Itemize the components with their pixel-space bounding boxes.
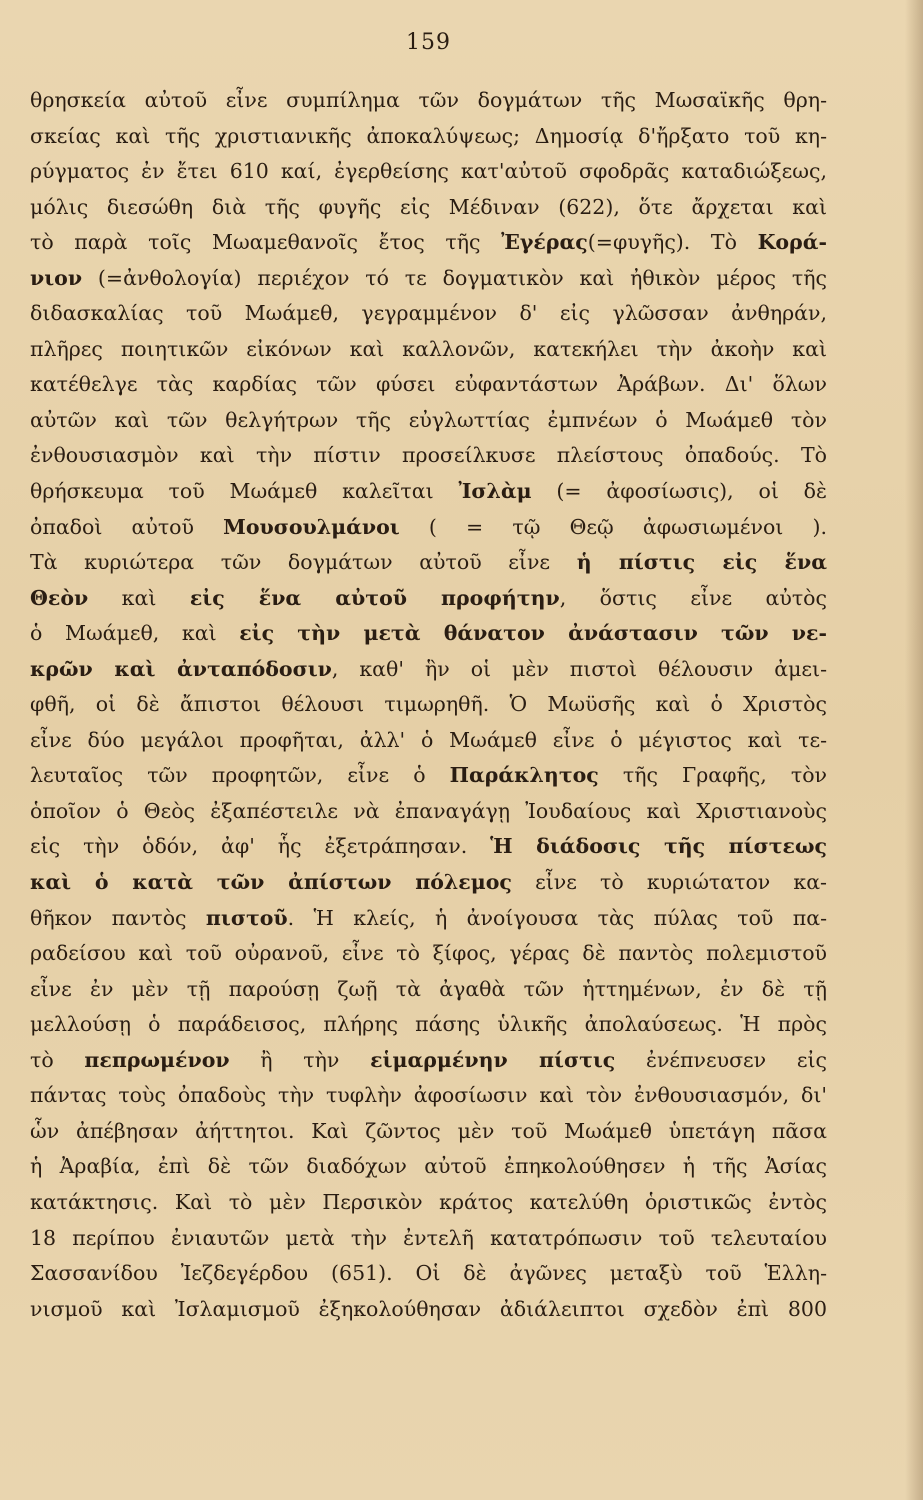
text-segment: θρήσκευμα τοῦ Μωάμεθ καλεῖται: [30, 479, 459, 504]
text-line: [30, 332, 827, 368]
text-segment: ὀπαδοὶ αὐτοῦ: [30, 514, 224, 539]
text-line: [30, 438, 827, 474]
bold-term: νιον: [30, 265, 83, 290]
bold-term: Κορά-: [757, 230, 827, 255]
bold-term: ἡ πίστις εἰς ἕνα: [576, 550, 827, 575]
text-segment: μόλις διεσώθη διὰ τῆς φυγῆς εἰς Μέδιναν (622), ὅτε ἄρχεται καὶ: [30, 194, 827, 219]
text-line: [30, 581, 827, 617]
text-line: [30, 1221, 827, 1257]
text-line: [30, 296, 827, 332]
page-edge-shadow: [905, 0, 923, 1500]
text-line: [30, 1007, 827, 1043]
text-segment: τὸ: [30, 1047, 85, 1072]
text-line: [30, 936, 827, 972]
bold-term: καὶ ὁ κατὰ τῶν ἀπίστων πόλεμος: [30, 870, 512, 895]
text-line: [30, 225, 827, 261]
text-segment: Τὰ κυριώτερα τῶν δογμάτων αὐτοῦ εἶνε: [30, 550, 577, 575]
text-segment: ἐνέπνευσεν εἰς: [615, 1047, 827, 1072]
text-line: [30, 190, 827, 226]
bold-term: Παράκλητος: [449, 763, 599, 788]
text-line: [30, 1149, 827, 1185]
text-segment: εἰς τὴν ὁδόν, ἀφ' ἧς ἐξετράπησαν.: [30, 834, 491, 859]
bold-term: Ἡ διάδοσις τῆς πίστεως: [490, 834, 827, 859]
text-line: [30, 901, 827, 937]
text-line: [30, 545, 827, 581]
text-segment: τῆς Γραφῆς, τὸν: [598, 763, 827, 788]
text-segment: . Ἡ κλείς, ἡ ἀνοίγουσα τὰς πύλας τοῦ πα-: [287, 905, 827, 930]
text-line: [30, 723, 827, 759]
text-segment: (= ἀφοσίωσις), οἱ δὲ: [531, 479, 827, 504]
text-segment: ρύγματος ἐν ἔτει 610 καί, ἐγερθείσης κατ'αὐτοῦ σφοδρᾶς καταδιώξεως,: [30, 159, 827, 184]
text-segment: ὁποῖον ὁ Θεὸς ἐξαπέστειλε νὰ ἐπαναγάγῃ Ἰουδαίους καὶ Χριστιανοὺς: [30, 798, 827, 823]
body-text: [30, 83, 827, 1327]
text-line: [30, 1256, 827, 1292]
text-line: [30, 403, 827, 439]
text-segment: ὧν ἀπέβησαν ἀήττητοι. Καὶ ζῶντος μὲν τοῦ Μωάμεθ ὑπετάγη πᾶσα: [30, 1118, 827, 1143]
text-segment: ἡ Ἀραβία, ἐπὶ δὲ τῶν διαδόχων αὐτοῦ ἐπηκολούθησεν ἡ τῆς Ἀσίας: [30, 1154, 827, 1179]
text-segment: (=ἀνθολογία) περιέχον τό τε δογματικὸν καὶ ἠθικὸν μέρος τῆς: [82, 265, 827, 290]
text-segment: εἶνε δύο μεγάλοι προφῆται, ἀλλ' ὁ Μωάμεθ εἶνε ὁ μέγιστος καὶ τε-: [30, 727, 827, 752]
text-line: [30, 616, 827, 652]
text-line: [30, 261, 827, 297]
text-segment: ὁ Μωάμεθ, καὶ: [30, 621, 240, 646]
text-segment: σκείας καὶ τῆς χριστιανικῆς ἀποκαλύψεως; Δημοσίᾳ δ'ἤρξατο τοῦ κη-: [30, 123, 827, 148]
text-segment: εἶνε τὸ κυριώτατον κα-: [511, 870, 827, 895]
page-number: 159: [406, 30, 451, 55]
text-line: [30, 794, 827, 830]
text-segment: λευταῖος τῶν προφητῶν, εἶνε ὁ: [30, 763, 450, 788]
text-segment: φθῆ, οἱ δὲ ἄπιστοι θέλουσι τιμωρηθῆ. Ὁ Μωϋσῆς καὶ ὁ Χριστὸς: [30, 692, 827, 717]
text-line: [30, 758, 827, 794]
text-segment: πάντας τοὺς ὀπαδοὺς τὴν τυφλὴν ἀφοσίωσιν καὶ τὸν ἐνθουσιασμόν, δι': [30, 1083, 827, 1108]
text-line: [30, 652, 827, 688]
text-segment: ( = τῷ Θεῷ ἀφωσιωμένοι ).: [399, 514, 827, 539]
text-line: [30, 1043, 827, 1079]
bold-term: εἱμαρμένην πίστις: [370, 1047, 616, 1072]
bold-term: Θεὸν: [30, 585, 89, 610]
text-segment: πλῆρες ποιητικῶν εἰκόνων καὶ καλλονῶν, κατεκήλει τὴν ἀκοὴν καὶ: [30, 336, 827, 361]
text-segment: αὐτῶν καὶ τῶν θελγήτρων τῆς εὐγλωττίας ἐμπνέων ὁ Μωάμεθ τὸν: [30, 407, 827, 432]
text-line: [30, 83, 827, 119]
text-segment: κατέθελγε τὰς καρδίας τῶν φύσει εὐφαντάστων Ἀράβων. Δι' ὅλων: [30, 372, 827, 397]
text-segment: διδασκαλίας τοῦ Μωάμεθ, γεγραμμένον δ' εἰς γλῶσσαν ἀνθηράν,: [30, 301, 827, 326]
text-line: [30, 865, 827, 901]
text-line: [30, 1078, 827, 1114]
text-segment: τὸ παρὰ τοῖς Μωαμεθανοῖς ἔτος τῆς: [30, 230, 502, 255]
bold-term: εἰς τὴν μετὰ θάνατον ἀνάστασιν τῶν νε-: [239, 621, 827, 646]
text-line: [30, 119, 827, 155]
text-segment: εἶνε ἐν μὲν τῇ παρούσῃ ζωῇ τὰ ἀγαθὰ τῶν ἡττημένων, ἐν δὲ τῇ: [30, 976, 827, 1001]
text-line: [30, 1185, 827, 1221]
bold-term: Μουσουλμάνοι: [223, 514, 400, 539]
text-segment: θῆκον παντὸς: [30, 905, 206, 930]
text-segment: , ὅστις εἶνε αὐτὸς: [559, 585, 827, 610]
text-line: [30, 829, 827, 865]
text-line: [30, 367, 827, 403]
text-line: [30, 154, 827, 190]
text-line: [30, 1114, 827, 1150]
text-segment: κατάκτησις. Καὶ τὸ μὲν Περσικὸν κράτος κατελύθη ὁριστικῶς ἐντὸς: [30, 1189, 827, 1214]
text-segment: ἢ τὴν: [229, 1047, 371, 1072]
text-line: [30, 510, 827, 546]
text-segment: (=φυγῆς). Τὸ: [587, 230, 758, 255]
text-segment: καὶ: [88, 585, 190, 610]
text-line: [30, 474, 827, 510]
text-segment: μελλούσῃ ὁ παράδεισος, πλήρης πάσης ὑλικῆς ἀπολαύσεως. Ἡ πρὸς: [30, 1012, 827, 1037]
bold-term: κρῶν καὶ ἀνταπόδοσιν: [30, 656, 332, 681]
text-line: [30, 972, 827, 1008]
bold-term: πεπρωμένον: [84, 1047, 230, 1072]
text-segment: θρησκεία αὐτοῦ εἶνε συμπίλημα τῶν δογμάτων τῆς Μωσαϊκῆς θρη-: [30, 88, 827, 112]
text-segment: νισμοῦ καὶ Ἰσλαμισμοῦ ἐξηκολούθησαν ἀδιάλειπτοι σχεδὸν ἐπὶ 800: [30, 1296, 827, 1321]
text-line: [30, 1292, 827, 1328]
text-line: [30, 687, 827, 723]
bold-term: εἰς ἕνα αὐτοῦ προφήτην: [189, 585, 560, 610]
bold-term: πιστοῦ: [205, 905, 288, 930]
text-segment: , καθ' ἣν οἱ μὲν πιστοὶ θέλουσιν ἀμει-: [331, 656, 827, 681]
bold-term: Ἐγέρας: [501, 230, 588, 255]
text-segment: Σασσανίδου Ἰεζδεγέρδου (651). Οἱ δὲ ἀγῶνες μεταξὺ τοῦ Ἑλλη-: [30, 1261, 827, 1286]
text-segment: 18 περίπου ἐνιαυτῶν μετὰ τὴν ἐντελῆ κατατρόπωσιν τοῦ τελευταίου: [30, 1225, 827, 1250]
text-segment: ἐνθουσιασμὸν καὶ τὴν πίστιν προσείλκυσε πλείστους ὀπαδούς. Τὸ: [30, 443, 827, 468]
text-segment: ραδείσου καὶ τοῦ οὐρανοῦ, εἶνε τὸ ξίφος, γέρας δὲ παντὸς πολεμιστοῦ: [30, 941, 827, 966]
bold-term: Ἰσλὰμ: [458, 479, 532, 504]
